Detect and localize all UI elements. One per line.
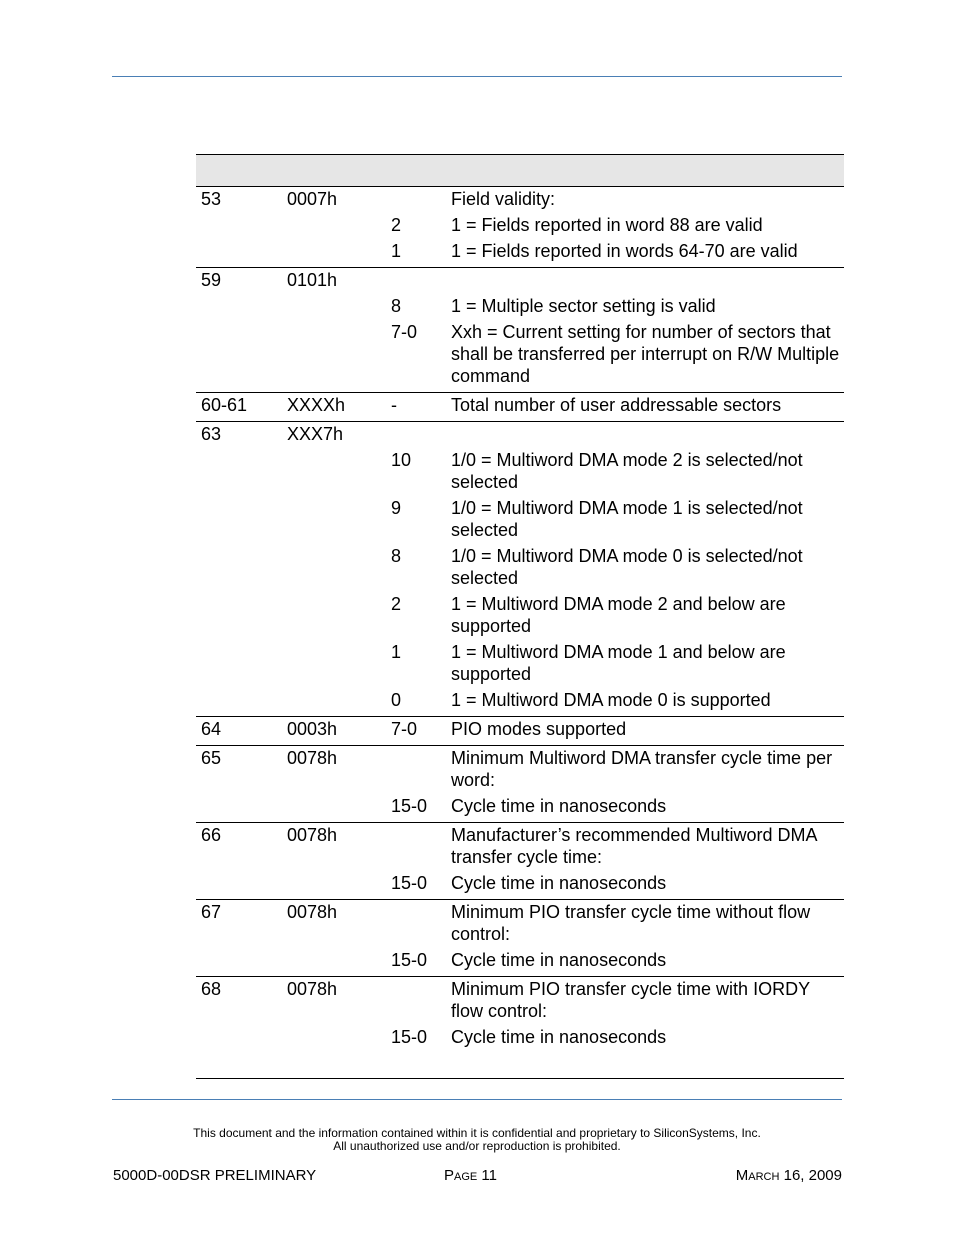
word-cell (196, 214, 287, 236)
bit-cell: 1 (391, 642, 402, 662)
value-cell: 0003h (287, 719, 338, 739)
value-cell: XXX7h (287, 424, 344, 444)
table-row (196, 394, 844, 416)
bit-cell: 2 (391, 594, 402, 614)
value-cell (287, 240, 391, 262)
value-cell (287, 949, 391, 971)
value-cell: XXXXh (287, 395, 346, 415)
value-cell (287, 497, 391, 541)
table-row (196, 269, 844, 291)
confidentiality-line-1: This document and the information contained within it is confidential and proprietary to SiliconSystems, Inc. (193, 1126, 761, 1140)
table-row (196, 295, 844, 317)
page-number (444, 1167, 497, 1186)
bit-cell (391, 188, 451, 210)
description-cell: Xxh = Current setting for number of sectors that shall be transferred per interrupt on R/W Multiple command (451, 322, 840, 386)
description-cell: Total number of user addressable sectors (451, 395, 782, 415)
value-cell (287, 795, 391, 817)
description-cell: 1/0 = Multiword DMA mode 1 is selected/not selected (451, 498, 803, 540)
description-cell: Minimum PIO transfer cycle time without flow control: (451, 902, 811, 944)
word-cell (196, 641, 287, 685)
table-row-group (196, 393, 844, 422)
description-cell: 1 = Multiple sector setting is valid (451, 296, 716, 316)
table-row (196, 978, 844, 1022)
description-cell: 1 = Multiword DMA mode 0 is supported (451, 690, 771, 710)
date-cap: M (735, 1167, 749, 1184)
bit-cell: 9 (391, 498, 402, 518)
document-date (736, 1167, 842, 1186)
table-row-group (196, 187, 844, 268)
word-cell: 65 (201, 748, 222, 768)
table-body (196, 187, 844, 1079)
value-cell (287, 641, 391, 685)
value-cell: 0078h (287, 979, 338, 999)
word-cell: 63 (201, 424, 222, 444)
table-row (196, 1026, 844, 1048)
table-row (196, 240, 844, 262)
page-label-cap: P (444, 1167, 455, 1184)
identify-device-table (196, 154, 844, 1079)
bit-cell (391, 978, 451, 1022)
table-row (196, 689, 844, 711)
bit-cell: 15-0 (391, 950, 428, 970)
table-row-group (196, 900, 844, 977)
word-cell (196, 240, 287, 262)
confidentiality-notice (0, 1127, 954, 1153)
bit-cell: 15-0 (391, 873, 428, 893)
confidentiality-line-2: All unauthorized use and/or reproduction is prohibited. (333, 1139, 621, 1153)
description-cell: 1/0 = Multiword DMA mode 0 is selected/not selected (451, 546, 803, 588)
bit-cell (391, 423, 451, 445)
page-label-small: AGE (454, 1171, 478, 1183)
description-cell: 1 = Fields reported in word 88 are valid (451, 215, 763, 235)
word-cell: 68 (201, 979, 222, 999)
bit-cell (391, 269, 451, 291)
table-row (196, 949, 844, 971)
value-cell: 0078h (287, 902, 338, 922)
description-cell: Cycle time in nanoseconds (451, 1027, 667, 1047)
table-row-group (196, 746, 844, 823)
value-cell: 0078h (287, 825, 338, 845)
word-cell (196, 689, 287, 711)
description-cell: Cycle time in nanoseconds (451, 950, 667, 970)
bit-cell: 7-0 (391, 322, 418, 342)
description-cell: Cycle time in nanoseconds (451, 873, 667, 893)
word-cell (196, 1026, 287, 1048)
word-cell: 60-61 (201, 395, 248, 415)
table-row-group (196, 717, 844, 746)
description-cell: Minimum PIO transfer cycle time with IORDY flow control: (451, 979, 810, 1021)
page-number-value: 11 (477, 1167, 497, 1184)
header-rule (112, 76, 842, 77)
table-header-bar (196, 154, 844, 187)
word-cell (196, 497, 287, 541)
bit-cell: 0 (391, 690, 402, 710)
bit-cell: - (391, 395, 397, 415)
footer-rule (112, 1099, 842, 1100)
date-rest: 16, 2009 (779, 1167, 842, 1184)
value-cell (287, 295, 391, 317)
table-row (196, 747, 844, 791)
word-cell: 64 (201, 719, 222, 739)
table-row (196, 593, 844, 637)
description-cell (451, 423, 844, 445)
date-small: ARCH (748, 1171, 780, 1183)
description-cell: Field validity: (451, 189, 556, 209)
bit-cell: 15-0 (391, 796, 428, 816)
word-cell (196, 295, 287, 317)
word-cell (196, 795, 287, 817)
description-cell: 1 = Multiword DMA mode 1 and below are supported (451, 642, 786, 684)
table-row (196, 824, 844, 868)
value-cell (287, 872, 391, 894)
word-cell (196, 545, 287, 589)
table-row (196, 718, 844, 740)
bit-cell: 8 (391, 546, 402, 566)
word-cell: 67 (201, 902, 222, 922)
table-row (196, 872, 844, 894)
table-row (196, 497, 844, 541)
table-row-group (196, 977, 844, 1079)
value-cell (287, 214, 391, 236)
value-cell (287, 1026, 391, 1048)
bit-cell: 7-0 (391, 719, 418, 739)
table-row (196, 423, 844, 445)
table-row (196, 214, 844, 236)
description-cell: Manufacturer’s recommended Multiword DMA transfer cycle time: (451, 825, 817, 867)
table-row (196, 901, 844, 945)
description-cell: 1 = Multiword DMA mode 2 and below are supported (451, 594, 786, 636)
table-row-group (196, 268, 844, 393)
bit-cell: 2 (391, 215, 402, 235)
value-cell: 0007h (287, 189, 338, 209)
description-cell: Minimum Multiword DMA transfer cycle time per word: (451, 748, 833, 790)
description-cell: 1 = Fields reported in words 64-70 are valid (451, 241, 798, 261)
value-cell (287, 545, 391, 589)
word-cell (196, 949, 287, 971)
value-cell (287, 321, 391, 387)
value-cell (287, 593, 391, 637)
value-cell: 0101h (287, 270, 338, 290)
word-cell: 53 (201, 189, 222, 209)
description-cell: Cycle time in nanoseconds (451, 796, 667, 816)
table-row (196, 641, 844, 685)
table-row (196, 321, 844, 387)
word-cell (196, 872, 287, 894)
bit-cell (391, 901, 451, 945)
word-cell: 66 (201, 825, 222, 845)
description-cell (451, 269, 844, 291)
word-cell: 59 (201, 270, 222, 290)
bit-cell: 15-0 (391, 1027, 428, 1047)
table-row (196, 449, 844, 493)
value-cell (287, 449, 391, 493)
table-row-group (196, 422, 844, 717)
table-row (196, 795, 844, 817)
bit-cell (391, 824, 451, 868)
table-row (196, 188, 844, 210)
description-cell: PIO modes supported (451, 719, 627, 739)
document-id: 5000D-00DSR PRELIMINARY (113, 1167, 317, 1184)
word-cell (196, 593, 287, 637)
word-cell (196, 449, 287, 493)
bit-cell: 8 (391, 296, 402, 316)
table-row (196, 545, 844, 589)
word-cell (196, 321, 287, 387)
value-cell (287, 689, 391, 711)
value-cell: 0078h (287, 748, 338, 768)
description-cell: 1/0 = Multiword DMA mode 2 is selected/not selected (451, 450, 803, 492)
bit-cell: 10 (391, 450, 412, 470)
table-row-group (196, 823, 844, 900)
bit-cell: 1 (391, 241, 402, 261)
bit-cell (391, 747, 451, 791)
